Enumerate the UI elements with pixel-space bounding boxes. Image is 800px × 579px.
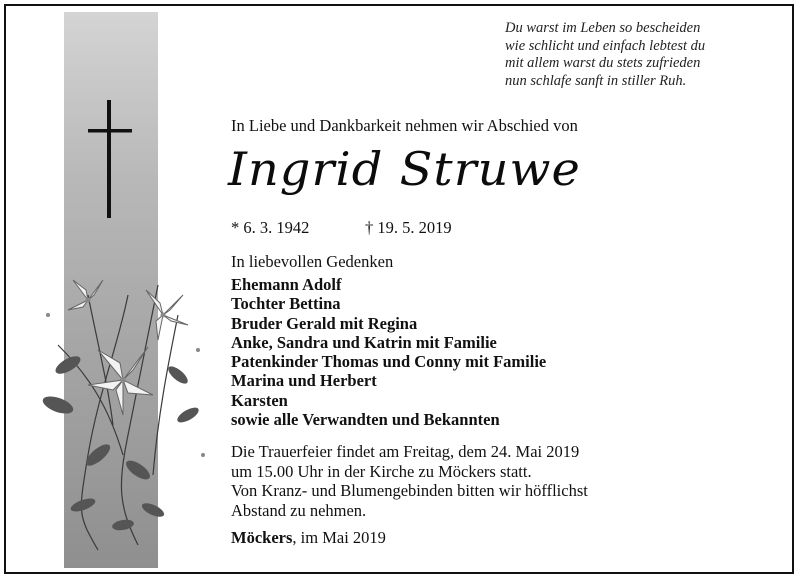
service-line: Abstand zu nehmen.	[231, 500, 367, 520]
death-date: † 19. 5. 2019	[365, 218, 452, 237]
place-and-date	[231, 528, 386, 548]
poem-line: Du warst im Leben so bescheiden	[505, 20, 701, 36]
mourner-entry: Marina und Herbert	[231, 371, 377, 391]
mourner-entry: Bruder Gerald mit Regina	[231, 313, 418, 333]
mourner-entry: Tochter Bettina	[231, 294, 341, 314]
funeral-service-notice	[231, 442, 588, 520]
farewell-intro: In Liebe und Dankbarkeit nehmen wir Abschied von	[231, 116, 578, 135]
memory-line: In liebevollen Gedenken	[231, 252, 394, 271]
footer-date: , im Mai 2019	[292, 528, 386, 547]
life-dates	[231, 218, 452, 238]
service-line: um 15.00 Uhr in der Kirche zu Möckers statt.	[231, 461, 532, 481]
mourners-list	[231, 275, 546, 429]
deceased-name: Ingrid Struwe	[228, 142, 581, 196]
cross-icon	[86, 100, 134, 220]
lily-bouquet-icon	[28, 255, 218, 555]
mourner-entry: Karsten	[231, 390, 288, 410]
mourner-entry: Anke, Sandra und Katrin mit Familie	[231, 332, 497, 352]
mourner-entry: Patenkinder Thomas und Conny mit Familie	[231, 352, 547, 372]
poem-line: nun schlafe sanft in stiller Ruh.	[505, 72, 687, 89]
poem-line: mit allem warst du stets zufrieden	[505, 55, 701, 71]
birth-date: * 6. 3. 1942	[231, 218, 310, 237]
poem-verse	[505, 20, 775, 90]
place-name: Möckers	[231, 528, 293, 547]
poem-line: wie schlicht und einfach lebtest du	[505, 37, 706, 54]
mourner-entry: Ehemann Adolf	[231, 275, 342, 294]
service-line: Von Kranz- und Blumengebinden bitten wir höfflichst	[231, 481, 588, 500]
service-line: Die Trauerfeier findet am Freitag, dem 24. Mai 2019	[231, 442, 580, 461]
mourner-entry: sowie alle Verwandten und Bekannten	[231, 410, 500, 430]
